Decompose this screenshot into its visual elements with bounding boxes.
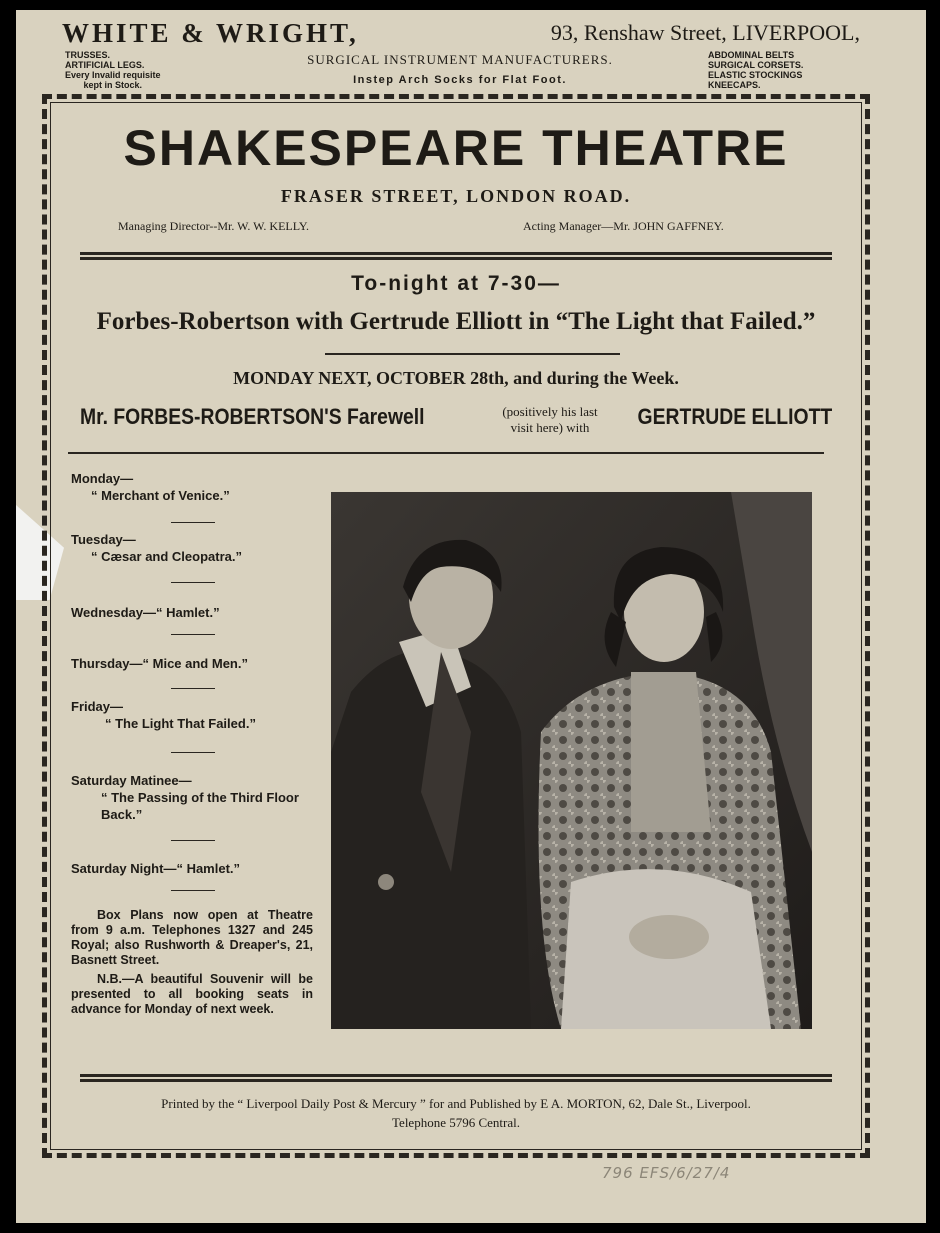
schedule-dash — [171, 688, 215, 689]
advert-manufacturers: SURGICAL INSTRUMENT MANUFACTURERS. — [307, 52, 613, 67]
advert-left-list — [65, 50, 161, 90]
advert-firm-name: WHITE & WRIGHT, — [62, 18, 359, 48]
printer-telephone: Telephone 5796 Central. — [392, 1115, 520, 1130]
advert-center — [250, 52, 670, 86]
schedule-dash — [171, 840, 215, 841]
farewell-note-line: (positively his last — [502, 404, 598, 419]
acting-manager: Acting Manager—Mr. JOHN GAFFNEY. — [523, 219, 724, 233]
farewell-title: Mr. FORBES-ROBERTSON'S Farewell — [80, 404, 425, 429]
advert-left-item: Every Invalid requisite — [65, 70, 161, 80]
schedule-day: Saturday Night—“ Hamlet.” — [71, 861, 241, 876]
farewell-note — [480, 404, 620, 436]
advert-right-item: ABDOMINAL BELTS — [708, 50, 795, 60]
advert-left-item: ARTIFICIAL LEGS. — [65, 60, 145, 70]
box-plans-text: Box Plans now open at Theatre from 9 a.m. Telephones 1327 and 245 Royal; also Rushworth & Dreaper's, 21, Basnett Street. — [71, 908, 313, 967]
advert-header — [50, 18, 880, 52]
schedule-dash — [171, 752, 215, 753]
tonight-time: To-night at 7-30— — [351, 272, 561, 295]
schedule-dash — [171, 890, 215, 891]
schedule-day: Friday— — [71, 699, 124, 714]
schedule-item-tuesday — [71, 531, 321, 565]
schedule-item-wednesday — [71, 604, 321, 621]
schedule-play: “ The Passing of the Third Floor Back.” — [101, 790, 299, 822]
schedule-day: Monday— — [71, 471, 134, 486]
schedule-play: “ Cæsar and Cleopatra.” — [91, 549, 242, 564]
schedule-day: Tuesday— — [71, 532, 136, 547]
farewell-row — [80, 402, 832, 442]
advert-right-item: KNEECAPS. — [708, 80, 761, 90]
tonight-headline: Forbes-Robertson with Gertrude Elliott in “The Light that Failed.” — [96, 308, 816, 335]
schedule-item-saturday-matinee — [71, 772, 321, 823]
advert-left-item: kept in Stock. — [83, 80, 143, 90]
managing-director: Managing Director--Mr. W. W. KELLY. — [118, 219, 309, 233]
schedule-day: Thursday—“ Mice and Men.” — [71, 656, 248, 671]
schedule-item-saturday-night — [71, 860, 321, 877]
schedule-dash — [171, 634, 215, 635]
theatre-address: FRASER STREET, LONDON ROAD. — [280, 186, 632, 206]
advert-left-item: TRUSSES. — [65, 50, 111, 60]
section-rule — [68, 452, 824, 454]
advert-right-item: ELASTIC STOCKINGS — [708, 70, 803, 80]
schedule-item-monday — [71, 470, 321, 504]
pencil-catalogue-note: 796 EFS/6/27/4 — [602, 1164, 731, 1182]
schedule-item-friday — [71, 698, 321, 732]
double-rule-bottom — [80, 1074, 832, 1082]
souvenir-note: N.B.—A beautiful Souvenir will be presented to all booking seats in advance for Monday of next week. — [71, 972, 313, 1016]
photograph-image — [331, 492, 812, 1029]
schedule-dash — [171, 582, 215, 583]
schedule-item-thursday — [71, 655, 321, 672]
schedule-day: Wednesday—“ Hamlet.” — [71, 605, 220, 620]
advert-right-item: SURGICAL CORSETS. — [708, 60, 804, 70]
booking-info — [71, 908, 313, 1021]
printer-credit — [50, 1094, 862, 1132]
printer-line: Printed by the “ Liverpool Daily Post & Mercury ” for and Published by E A. MORTON, 62, Dale St., Liverpool. — [161, 1096, 751, 1111]
theatre-title: SHAKESPEARE THEATRE — [123, 120, 789, 176]
farewell-note-line: visit here) with — [510, 420, 590, 435]
co-star-name: GERTRUDE ELLIOTT — [637, 404, 832, 429]
advert-right-list — [708, 50, 803, 90]
advert-address: 93, Renshaw Street, LIVERPOOL, — [550, 20, 860, 45]
advert-socks: Instep Arch Socks for Flat Foot. — [353, 74, 567, 86]
next-week-heading: MONDAY NEXT, OCTOBER 28th, and during the Week. — [233, 368, 679, 388]
schedule-day: Saturday Matinee— — [71, 773, 192, 788]
double-rule — [80, 252, 832, 260]
schedule-play: “ Merchant of Venice.” — [91, 488, 230, 503]
schedule-play: “ The Light That Failed.” — [105, 716, 256, 731]
divider — [325, 353, 620, 355]
actors-photograph — [331, 492, 812, 1029]
schedule-dash — [171, 522, 215, 523]
